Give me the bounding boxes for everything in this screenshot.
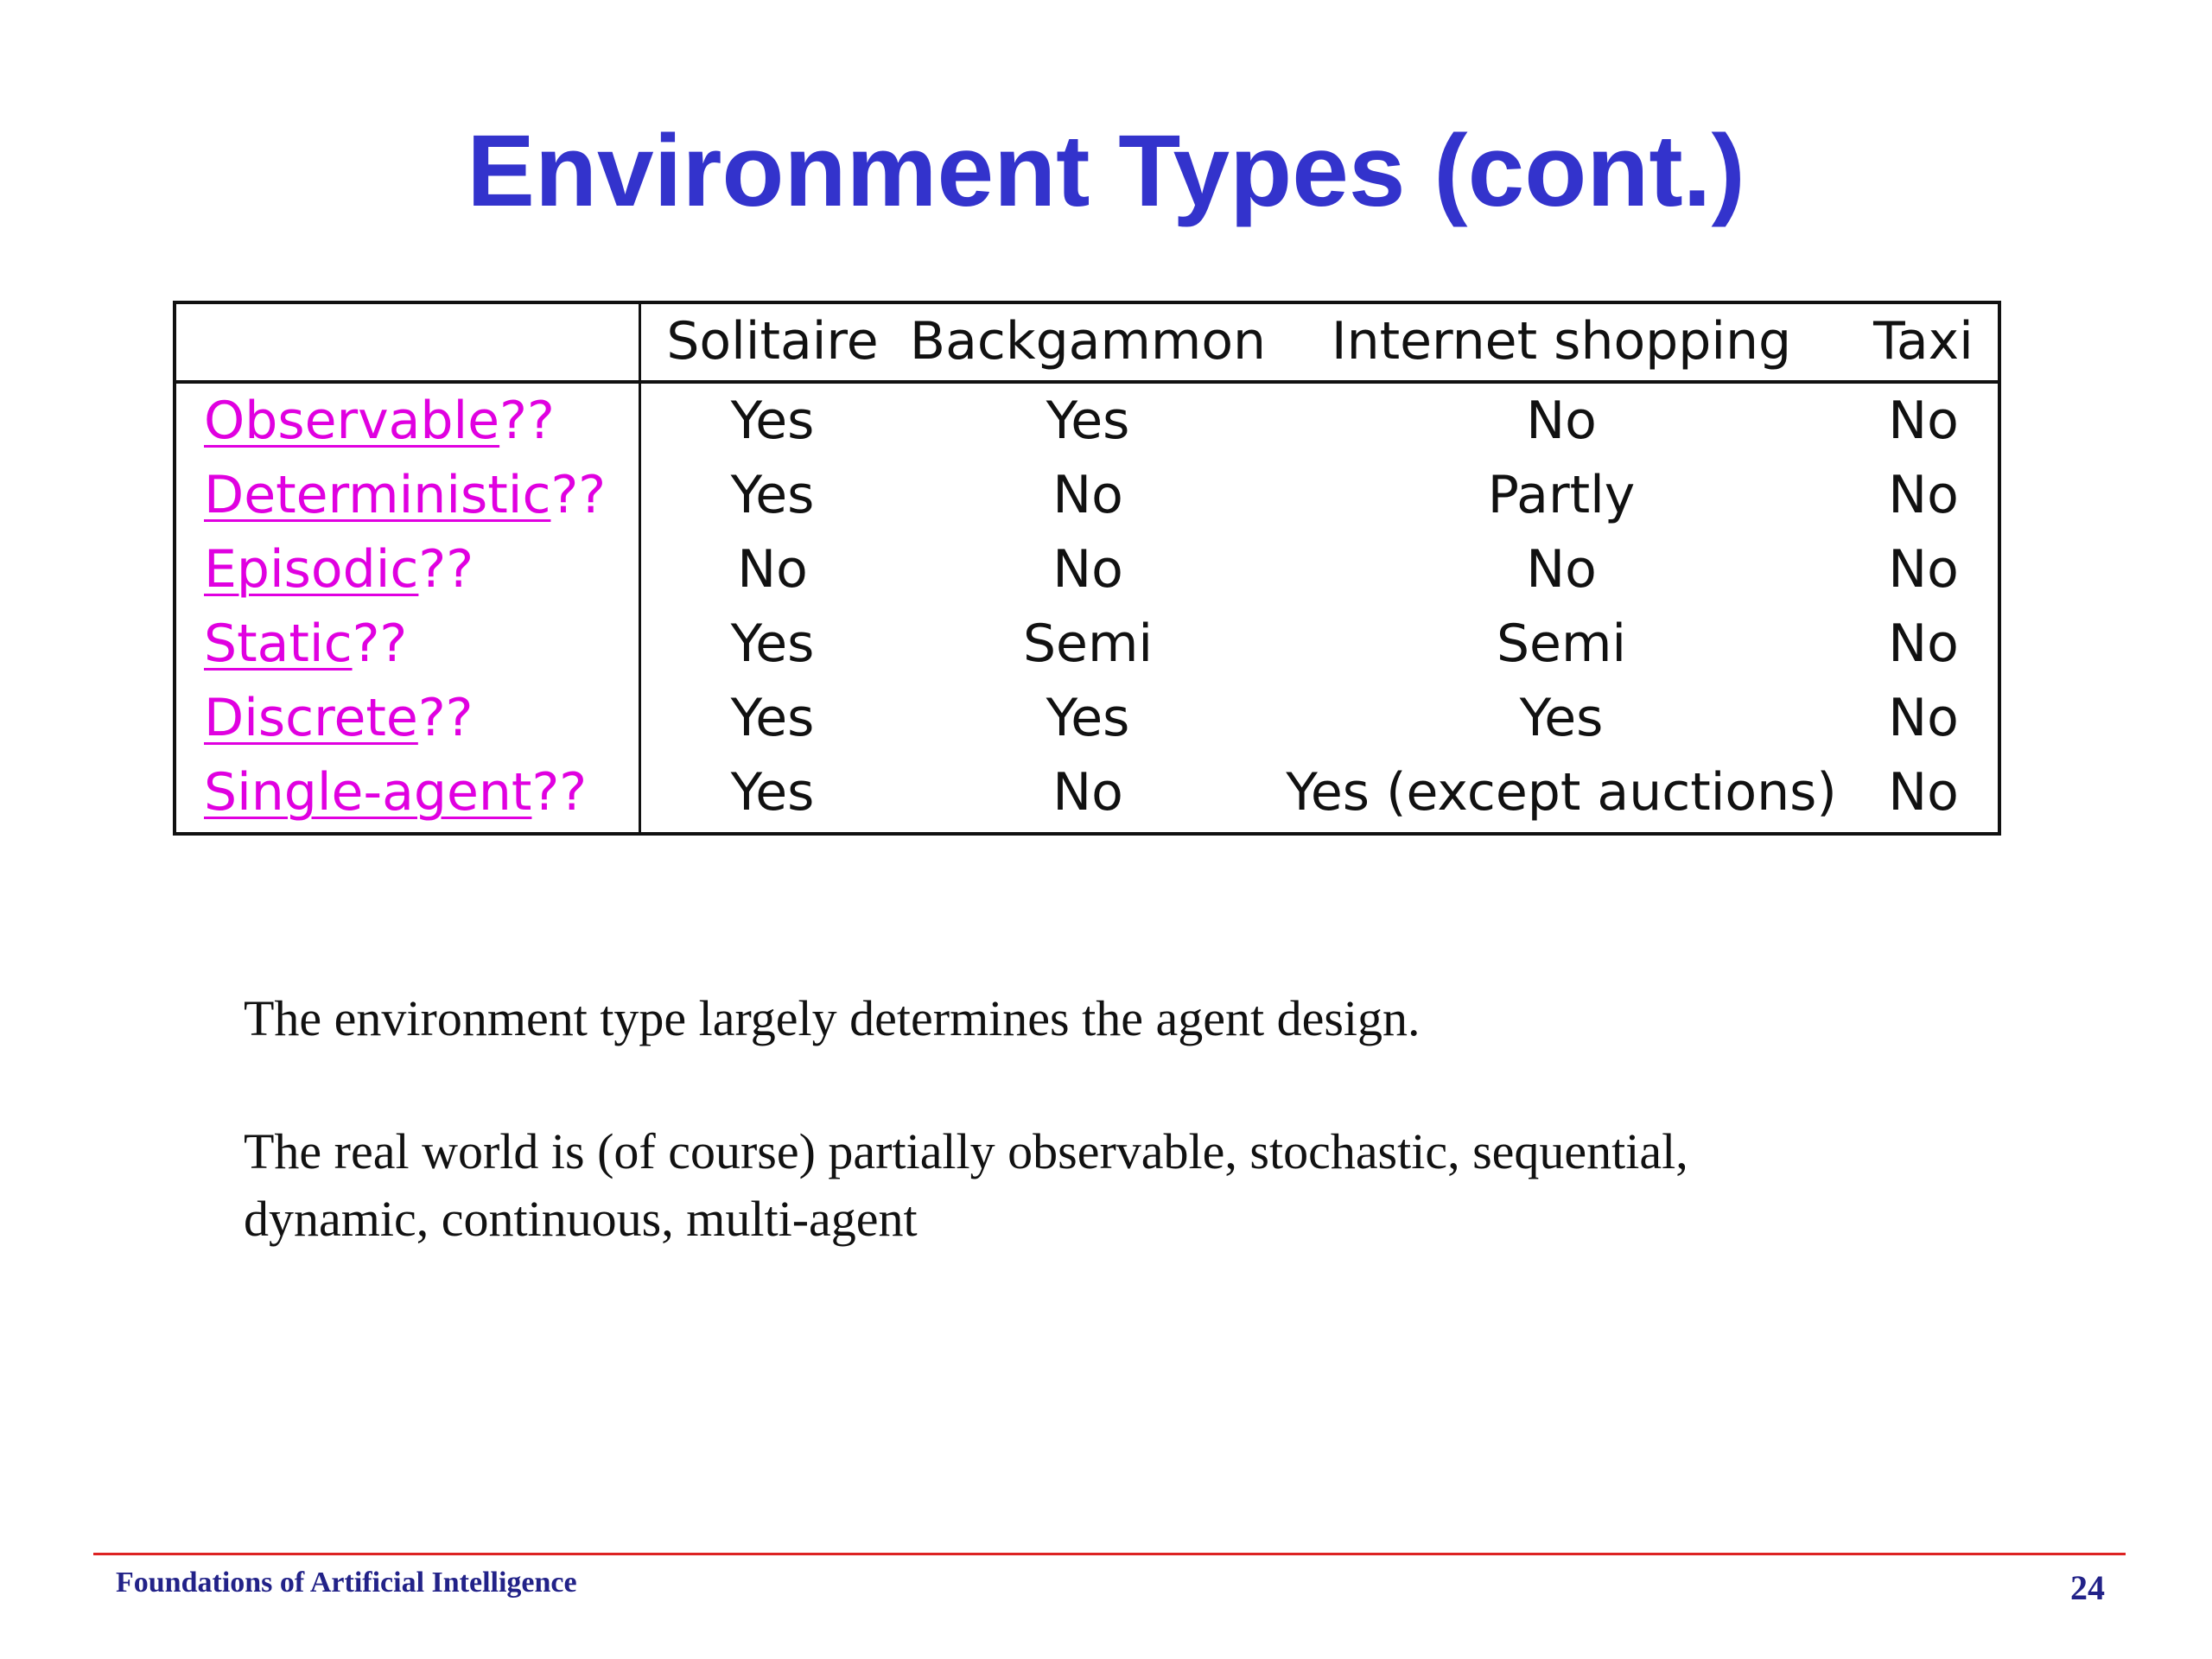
question-suffix: ?? xyxy=(499,391,555,451)
table-cell: Semi xyxy=(1022,613,1154,674)
table-cell: No xyxy=(1526,391,1597,451)
table-cell: No xyxy=(1888,539,1959,600)
question-suffix: ?? xyxy=(550,465,607,525)
row-label-discrete[interactable] xyxy=(204,681,474,755)
table-cell: No xyxy=(1888,613,1959,674)
question-suffix: ?? xyxy=(418,539,474,600)
table-cell: No xyxy=(737,539,808,600)
column-header-backgammon: Backgammon xyxy=(909,311,1267,372)
row-label-observable[interactable] xyxy=(204,384,555,458)
table-cell: Yes xyxy=(730,465,815,525)
table-cell: Yes xyxy=(730,613,815,674)
question-suffix: ?? xyxy=(352,613,408,674)
episodic-link[interactable]: Episodic xyxy=(204,539,419,600)
column-header-taxi: Taxi xyxy=(1873,311,1974,372)
table-cell: Yes xyxy=(730,762,815,823)
observable-link[interactable]: Observable xyxy=(204,391,500,451)
single-agent-link[interactable]: Single-agent xyxy=(204,762,532,823)
table-cell: Semi xyxy=(1496,613,1627,674)
footer-rule xyxy=(93,1553,2126,1555)
table-cell: Yes xyxy=(1519,688,1604,748)
column-header-solitaire: Solitaire xyxy=(666,311,879,372)
table-cell: No xyxy=(1888,688,1959,748)
table-cell: Yes xyxy=(1046,688,1130,748)
page-number: 24 xyxy=(2070,1568,2105,1607)
table-cell: Yes xyxy=(730,688,815,748)
body-paragraph-1: The environment type largely determines the agent design. xyxy=(244,990,1421,1046)
question-suffix: ?? xyxy=(531,762,588,823)
table-cell: No xyxy=(1052,465,1123,525)
table-cell: Yes xyxy=(730,391,815,451)
table-cell: No xyxy=(1888,391,1959,451)
table-cell: No xyxy=(1526,539,1597,600)
body-paragraph-2-line-2: dynamic, continuous, multi-agent xyxy=(244,1191,918,1247)
table-cell: Partly xyxy=(1487,465,1636,525)
question-suffix: ?? xyxy=(417,688,474,748)
deterministic-link[interactable]: Deterministic xyxy=(204,465,551,525)
row-label-deterministic[interactable] xyxy=(204,458,606,532)
table-cell: No xyxy=(1052,539,1123,600)
table-cell: No xyxy=(1888,465,1959,525)
page-title: Environment Types (cont.) xyxy=(467,114,1745,228)
environment-table xyxy=(173,301,2001,836)
table-cell: Yes xyxy=(1046,391,1130,451)
footer-course-title: Foundations of Artificial Intelligence xyxy=(116,1567,577,1599)
static-link[interactable]: Static xyxy=(204,613,353,674)
discrete-link[interactable]: Discrete xyxy=(204,688,418,748)
column-header-internet-shopping: Internet shopping xyxy=(1331,311,1792,372)
body-paragraph-2-line-1: The real world is (of course) partially observable, stochastic, sequential, xyxy=(244,1123,1688,1179)
row-label-episodic[interactable] xyxy=(204,532,474,607)
table-cell: No xyxy=(1052,762,1123,823)
table-cell: No xyxy=(1888,762,1959,823)
row-label-single-agent[interactable] xyxy=(204,755,587,830)
row-label-static[interactable] xyxy=(204,607,407,681)
table-cell: Yes (except auctions) xyxy=(1286,762,1837,823)
